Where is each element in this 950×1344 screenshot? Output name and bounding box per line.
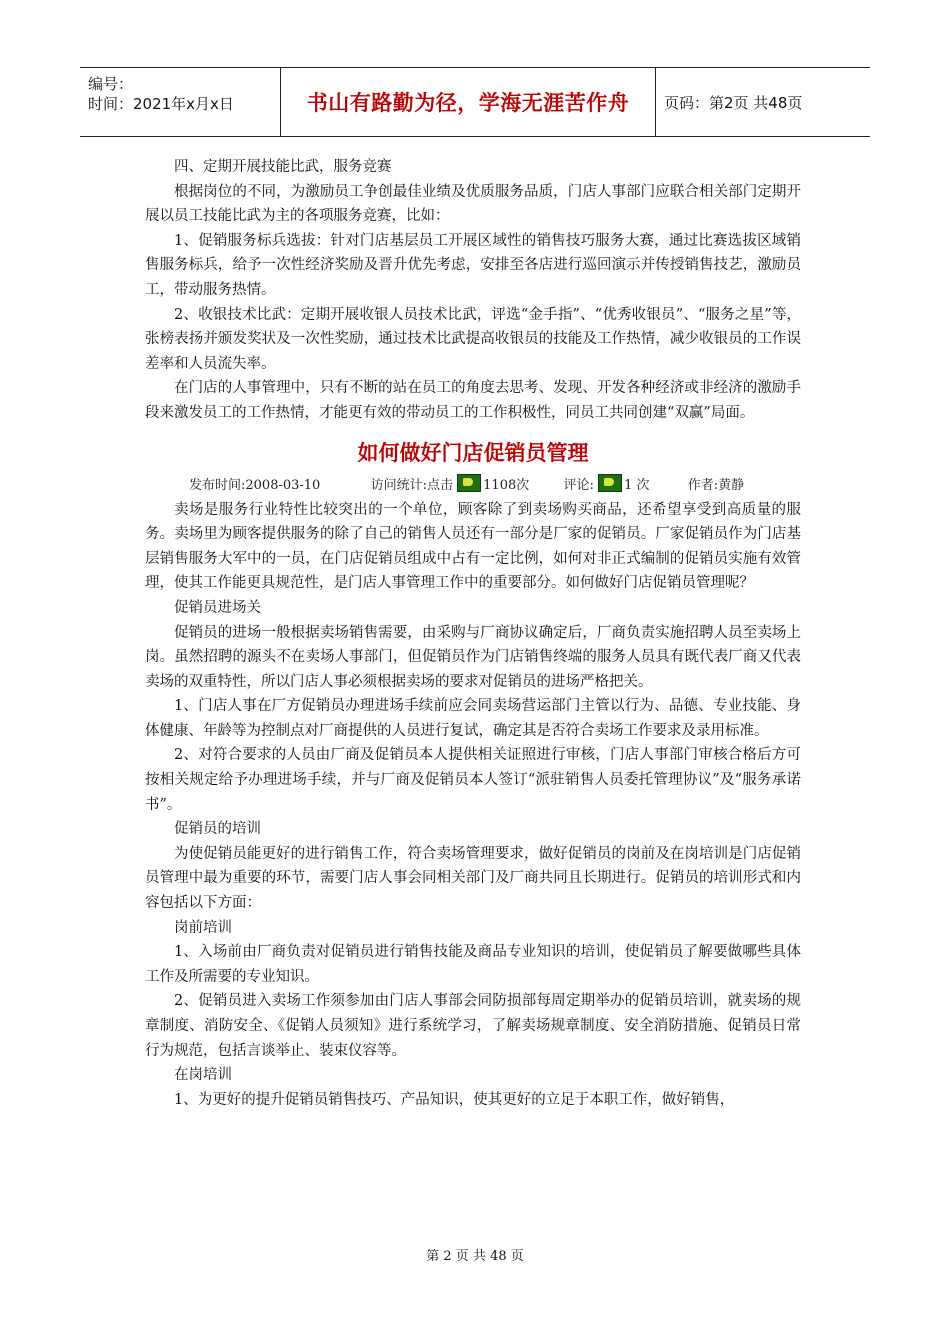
section-heading: 四、定期开展技能比武，服务竞赛 (174, 159, 392, 175)
comment-icon (598, 474, 622, 492)
header-motto: 书山有路勤为径，学海无涯苦作舟 (281, 68, 656, 136)
page-footer: 第 2 页 共 48 页 (426, 1249, 524, 1264)
paragraph: 促销员的进场一般根据卖场销售需要，由采购与厂商协议确定后，厂商负责实施招聘人员至卖场上岗。虽然招聘的源头不在卖场人事部门，但促销员作为门店销售终端的服务人员具有既代表厂商又代表卖场的双重特性，所以门店人事必须根据卖场的要求对促销员的进场严格把关。 (145, 624, 801, 690)
paragraph: 根据岗位的不同，为激励员工争创最佳业绩及优质服务品质，门店人事部门应联合相关部门定期开展以员工技能比武为主的各项服务竞赛，比如： (145, 183, 801, 225)
paragraph: 2、对符合要求的人员由厂商及促销员本人提供相关证照进行审核，门店人事部门审核合格后方可按相关规定给予办理进场手续，并与厂商及促销员本人签订“派驻销售人员委托管理协议”及“服务承诺书”。 (145, 747, 801, 813)
article-title: 如何做好门店促销员管理 (357, 440, 589, 465)
paragraph: 2、收银技术比武：定期开展收银人员技术比武，评选“金手指”、“优秀收银员”、“服务之星”等，张榜表扬并颁发奖状及一次性奖励，通过技术比武提高收银员的技能及工作热情，减少收银员的工作误差率和人员流失率。 (145, 306, 801, 372)
author: 作者:黄静 (687, 477, 745, 493)
comments-label: 评论: (563, 477, 594, 493)
number-label: 编号： (88, 75, 134, 93)
comments-count: 1 次 (624, 477, 650, 493)
article-meta (145, 474, 801, 498)
header-page-info: 页码：第2页 共48页 (664, 93, 803, 112)
visits-label: 访问统计:点击 (370, 477, 454, 493)
paragraph: 在门店的人事管理中，只有不断的站在员工的角度去思考、发现、开发各种经济或非经济的激励手段来激发员工的工作热情，才能更有效的带动员工的工作积极性，同员工共同创建“双赢”局面。 (145, 380, 801, 421)
subheading: 促销员进场关 (174, 599, 261, 616)
document-body (145, 155, 801, 1112)
paragraph: 1、为更好的提升促销员销售技巧、产品知识，使其更好的立足于本职工作，做好销售， (174, 1091, 735, 1108)
paragraph: 为使促销员能更好的进行销售工作，符合卖场管理要求，做好促销员的岗前及在岗培训是门店促销员管理中最为重要的环节，需要门店人事会同相关部门及厂商共同且长期进行。促销员的培训形式和内容包括以下方面： (145, 845, 801, 912)
paragraph: 1、入场前由厂商负责对促销员进行销售技能及商品专业知识的培训，使促销员了解要做哪些具体工作及所需要的专业知识。 (145, 944, 801, 985)
header-info (80, 68, 281, 136)
paragraph: 2、促销员进入卖场工作须参加由门店人事部会同防损部每周定期举办的促销员培训，就卖场的规章制度、消防安全、《促销人员须知》进行系统学习，了解卖场规章制度、安全消防措施、促销员日常行为规范，包括言谈举止、装束仪容等。 (145, 993, 801, 1059)
click-icon (457, 474, 481, 492)
paragraph: 1、门店人事在厂方促销员办理进场手续前应会同卖场营运部门主管以行为、品德、专业技能、身体健康、年龄等为控制点对厂商提供的人员进行复试，确定其是否符合卖场工作要求及录用标准。 (145, 698, 801, 739)
paragraph: 卖场是服务行业特性比较突出的一个单位，顾客除了到卖场购买商品，还希望享受到高质量的服务。卖场里为顾客提供服务的除了自己的销售人员还有一部分是厂家的促销员。厂家促销员作为门店基层销售服务大军中的一员，在门店促销员组成中占有一定比例，如何对非正式编制的促销员实施有效管理，使其工作能更具规范性，是门店人事管理工作中的重要部分。如何做好门店促销员管理呢？ (145, 501, 801, 592)
visits-count: 1108次 (483, 477, 530, 493)
paragraph: 1、促销服务标兵选拔：针对门店基层员工开展区域性的销售技巧服务大赛，通过比赛选拔区域销售服务标兵，给予一次性经济奖励及晋升优先考虑，安排至各店进行巡回演示并传授销售技艺，激励员工，带动服务热情。 (145, 232, 801, 298)
subheading: 促销员的培训 (174, 821, 261, 838)
time-label: 时间：2021年x月x日 (88, 95, 234, 113)
subheading: 在岗培训 (174, 1067, 232, 1084)
page-header (80, 67, 870, 137)
subheading: 岗前培训 (174, 919, 232, 936)
publish-date: 发布时间:2008-03-10 (189, 477, 321, 493)
